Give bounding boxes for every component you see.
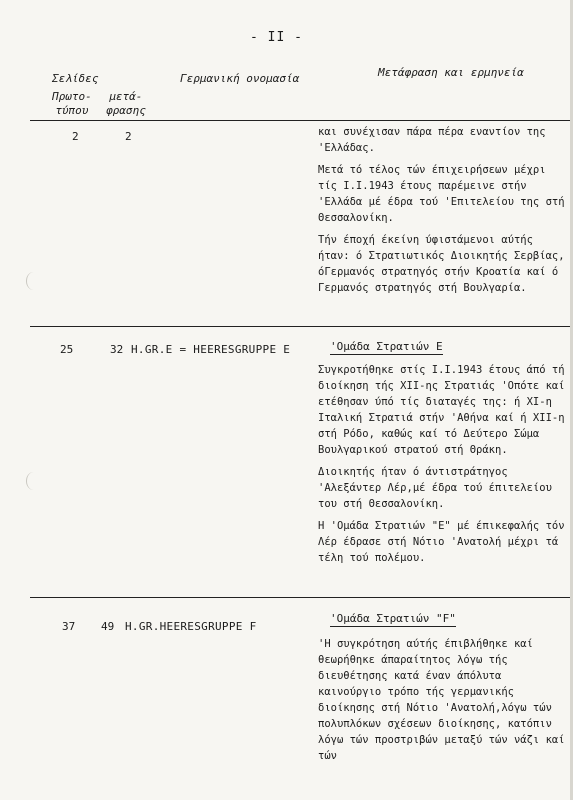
row1-translation xyxy=(318,124,568,302)
row2-german-name: H.GR.E = HEERESGRUPPE E xyxy=(131,343,291,356)
page-number: - II - xyxy=(250,30,303,45)
row3-heading: 'Ομάδα Στρατιών "F" xyxy=(330,612,456,625)
row3-paragraph: 'Η συγκρότηση αύτής έπιβλήθηκε καί θεωρήθηκε άπαραίτητος λόγω τής διευθέτησης κατά έναν άπόλυτα καινούργιο τρόπο τής γερμανικής διοίκησης στή Νότιο 'Ανατολή,λόγω τών πολυπλόκων σχέσεων διοίκησης, κατόπιν λόγω τών προστριβών μεταξύ τών νάζι καί τών xyxy=(318,638,565,762)
punch-hole-mark xyxy=(26,472,41,490)
row1-page-original: 2 xyxy=(72,130,79,143)
row1-page-translation: 2 xyxy=(125,130,132,143)
header-translation-pages xyxy=(106,90,146,118)
row1-paragraph: και συνέχισαν πάρα πέρα εναντίον της 'Ελλάδας. xyxy=(318,126,546,154)
row1-paragraph: Μετά τό τέλος τών έπιχειρήσεων μέχρι τίς I.I.1943 έτους παρέμεινε στήν 'Ελλάδα μέ έδρα τού 'Επιτελείου της στή Θεσσαλονίκη. xyxy=(318,164,565,224)
row-divider xyxy=(30,597,573,598)
header-pages: Σελίδες xyxy=(52,72,99,85)
header-divider xyxy=(30,120,573,121)
row3-page-translation: 49 xyxy=(101,620,115,633)
row1-paragraph: Τήν έποχή έκείνη ύφιστάμενοι αύτής ήταν: ό Στρατιωτικός Διοικητής Σερβίας, όΓερμανός στρατηγός στήν Κροατία καί ό Γερμανός στρατηγός στή Βουλγαρία. xyxy=(318,234,565,294)
row3-german-name: H.GR.HEERESGRUPPE F xyxy=(125,620,257,633)
header-translation-line1: μετά- xyxy=(109,90,143,103)
row2-heading: 'Ομάδα Στρατιών Ε xyxy=(330,340,443,353)
header-translation-line2: φρασης xyxy=(106,104,146,117)
row2-paragraph: Διοικητής ήταν ό άντιστράτηγος 'Αλεξάντερ Λέρ,μέ έδρα τού έπιτελείου του στή Θεσσαλονίκη. xyxy=(318,466,552,510)
header-original-line1: Πρωτο- xyxy=(52,90,92,103)
header-original-line2: τύπου xyxy=(55,104,89,117)
row2-paragraph: Συγκροτήθηκε στίς I.I.1943 έτους άπό τή διοίκηση τής XII-ης Στρατιάς 'Οπότε καί ετέθησαν ύπό τίς διαταγές της: ή XI-η Ιταλική Στρατιά στήν 'Αθήνα καί ή XII-η στή Ρόδο, καθώς καί τό Δεύτερο Σώμα Βουλγαρικού στρατού στή Θράκη. xyxy=(318,364,565,456)
row2-paragraph: Η 'Ομάδα Στρατιών "Ε" μέ έπικεφαλής τόν Λέρ έδρασε στή Νότιο 'Ανατολή μέχρι τά τέλη τού πολέμου. xyxy=(318,520,565,564)
header-german-name: Γερμανική ονομασία xyxy=(180,72,300,85)
header-original-pages xyxy=(52,90,92,118)
row-divider xyxy=(30,326,573,327)
header-translation: Μετάφραση και ερμηνεία xyxy=(378,66,524,79)
row2-page-translation: 32 xyxy=(110,343,124,356)
row2-translation xyxy=(318,362,568,572)
punch-hole-mark xyxy=(26,272,41,290)
row2-page-original: 25 xyxy=(60,343,74,356)
row3-page-original: 37 xyxy=(62,620,76,633)
row3-translation xyxy=(318,636,568,770)
